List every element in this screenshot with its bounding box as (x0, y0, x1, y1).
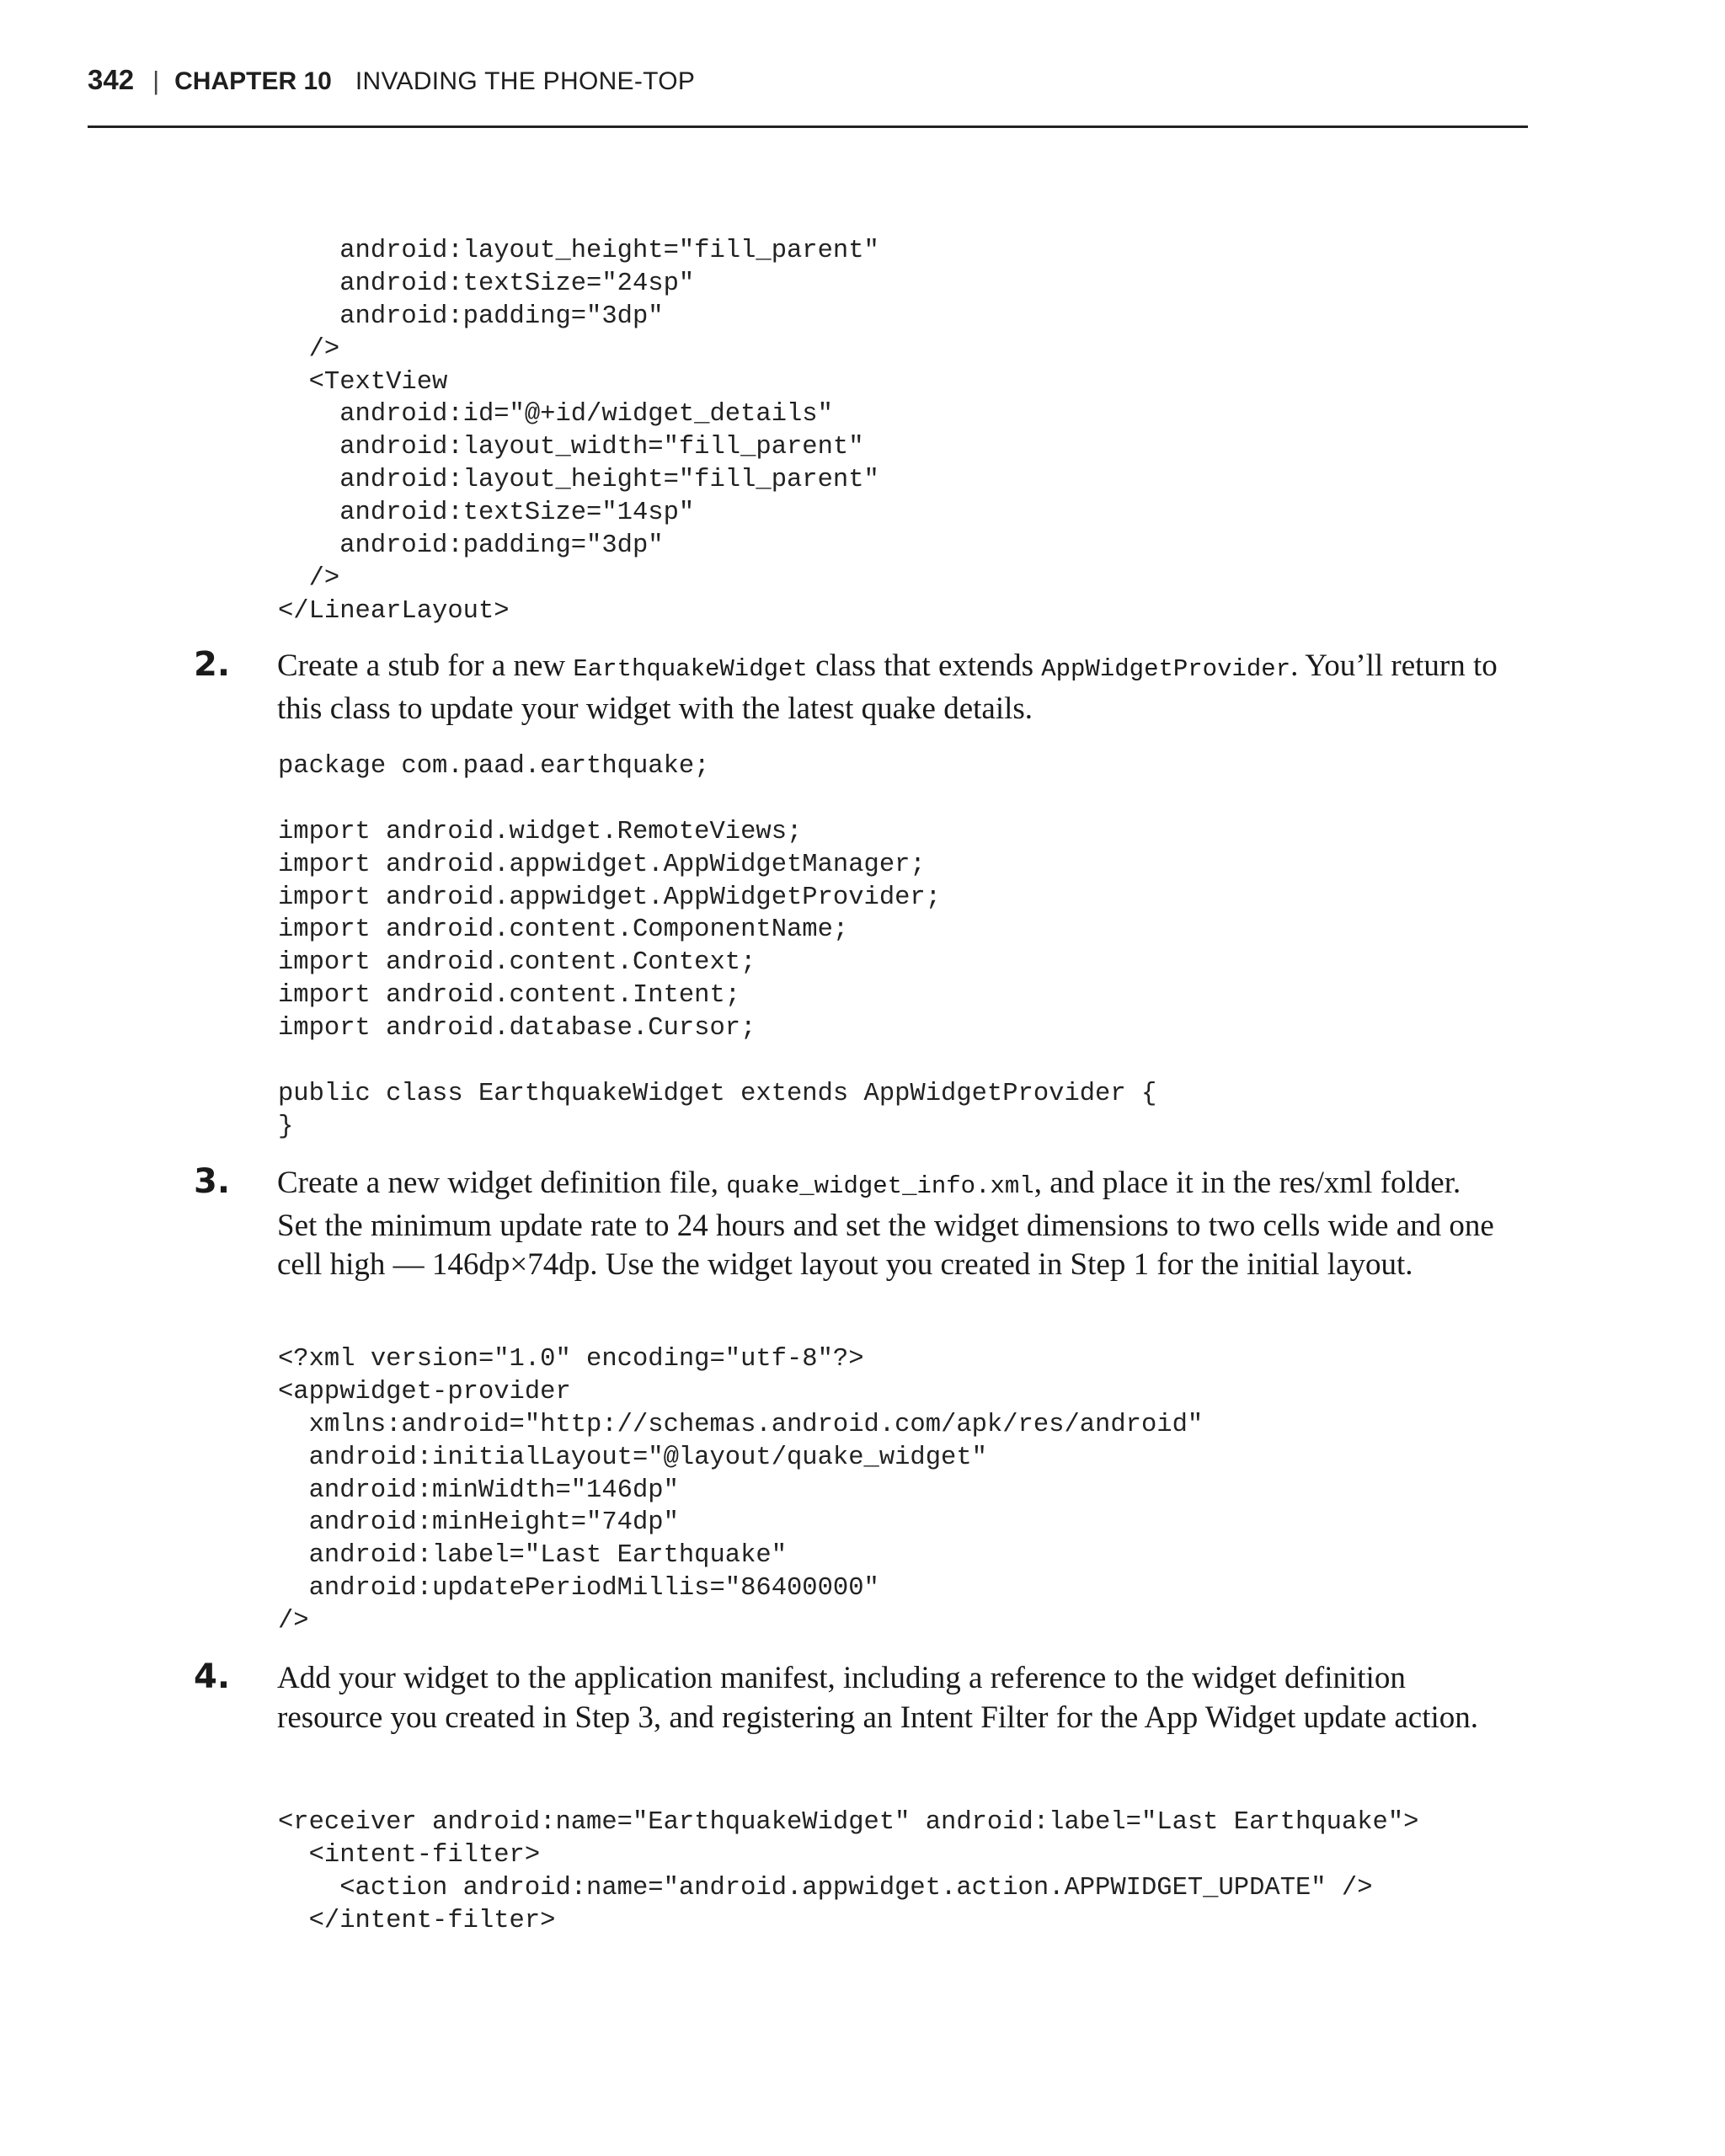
code-line: android:layout_height="fill_parent" (278, 237, 879, 265)
step-number-2: 2. (194, 645, 231, 684)
code-line: android:minHeight="74dp" (278, 1508, 679, 1538)
chapter-title: INVADING THE PHONE-TOP (355, 67, 696, 95)
inline-code-app-widget-provider: AppWidgetProvider (1041, 655, 1291, 683)
code-line: public class EarthquakeWidget extends AppWidgetProvider { (278, 1079, 1157, 1108)
code-line (278, 1045, 1156, 1078)
code-block-manifest-receiver (278, 1806, 1418, 1938)
code-line: android:label="Last Earthquake" (278, 1541, 787, 1571)
code-line: import android.database.Cursor; (278, 1014, 756, 1043)
code-block-widget-info-xml (278, 1343, 1203, 1638)
code-line: android:initialLayout="@layout/quake_widget" (278, 1443, 987, 1472)
code-line (278, 783, 1156, 816)
step-number-4: 4. (194, 1657, 231, 1696)
step-3-text (277, 1164, 1507, 1285)
code-line: android:minWidth="146dp" (278, 1476, 679, 1505)
code-line: /> (278, 563, 340, 593)
code-line: <receiver android:name="EarthquakeWidget" android:label="Last Earthquake"> (278, 1808, 1419, 1837)
code-line: <intent-filter> (278, 1840, 541, 1870)
code-block-layout-xml (278, 235, 879, 628)
code-line: <TextView (278, 367, 448, 397)
step-3-text-part: Create a new widget definition file, (277, 1166, 727, 1200)
step-2-text-part: . You’ll return to this class to update your widget with the latest quake details. (277, 648, 1498, 726)
code-line: import android.appwidget.AppWidgetProvider; (278, 883, 942, 912)
code-block-java-stub (278, 750, 1156, 1144)
inline-code-quake-widget-info: quake_widget_info.xml (726, 1172, 1034, 1200)
code-line: <?xml version="1.0" encoding="utf-8"?> (278, 1345, 864, 1374)
code-line: android:textSize="14sp" (278, 499, 695, 528)
code-line: android:layout_height="fill_parent" (278, 466, 879, 495)
code-line: android:layout_width="fill_parent" (278, 433, 864, 462)
code-line: <appwidget-provider (278, 1377, 571, 1406)
code-line: </intent-filter> (278, 1906, 556, 1935)
code-line: android:id="@+id/widget_details" (278, 400, 833, 430)
step-4-text: Add your widget to the application manifest, including a reference to the widget definition resource you created in Step 3, and registering an Intent Filter for the App Widget update action. (277, 1661, 1478, 1735)
code-line: import android.content.Intent; (278, 981, 741, 1011)
code-line: import android.content.Context; (278, 948, 756, 978)
code-line: /> (278, 1607, 309, 1636)
code-line: import android.content.ComponentName; (278, 915, 849, 945)
code-line: } (278, 1112, 294, 1141)
running-head (88, 64, 695, 106)
step-number-3: 3. (194, 1162, 231, 1201)
step-2-text-part: class that extends (807, 648, 1042, 683)
inline-code-earthquake-widget: EarthquakeWidget (573, 655, 808, 683)
step-3-text-part: , and place it in the res/xml folder. Set the minimum update rate to 24 hours and set the widget dimensions to two cells wide and one cell high — 146dp×74dp. Use the widget layout you created in Step 1 for the initial layout. (277, 1166, 1494, 1282)
page-number: 342 (88, 64, 135, 95)
code-line: </LinearLayout> (278, 596, 510, 626)
step-2-text (277, 647, 1507, 728)
code-line: package com.paad.earthquake; (278, 752, 710, 781)
code-line: import android.widget.RemoteViews; (278, 817, 803, 846)
header-rule (88, 125, 1528, 128)
step-2-text-part: Create a stub for a new (277, 648, 574, 683)
code-line: android:updatePeriodMillis="86400000" (278, 1574, 879, 1604)
code-line: /> (278, 334, 340, 364)
code-line: import android.appwidget.AppWidgetManager; (278, 850, 926, 879)
code-line: android:padding="3dp" (278, 531, 664, 561)
code-line: <action android:name="android.appwidget.action.APPWIDGET_UPDATE" /> (278, 1873, 1373, 1903)
header-separator: | (152, 66, 160, 95)
code-line: xmlns:android="http://schemas.android.com/apk/res/android" (278, 1410, 1204, 1439)
chapter-label: CHAPTER 10 (174, 67, 332, 95)
code-line: android:padding="3dp" (278, 302, 664, 331)
code-line: android:textSize="24sp" (278, 269, 695, 298)
